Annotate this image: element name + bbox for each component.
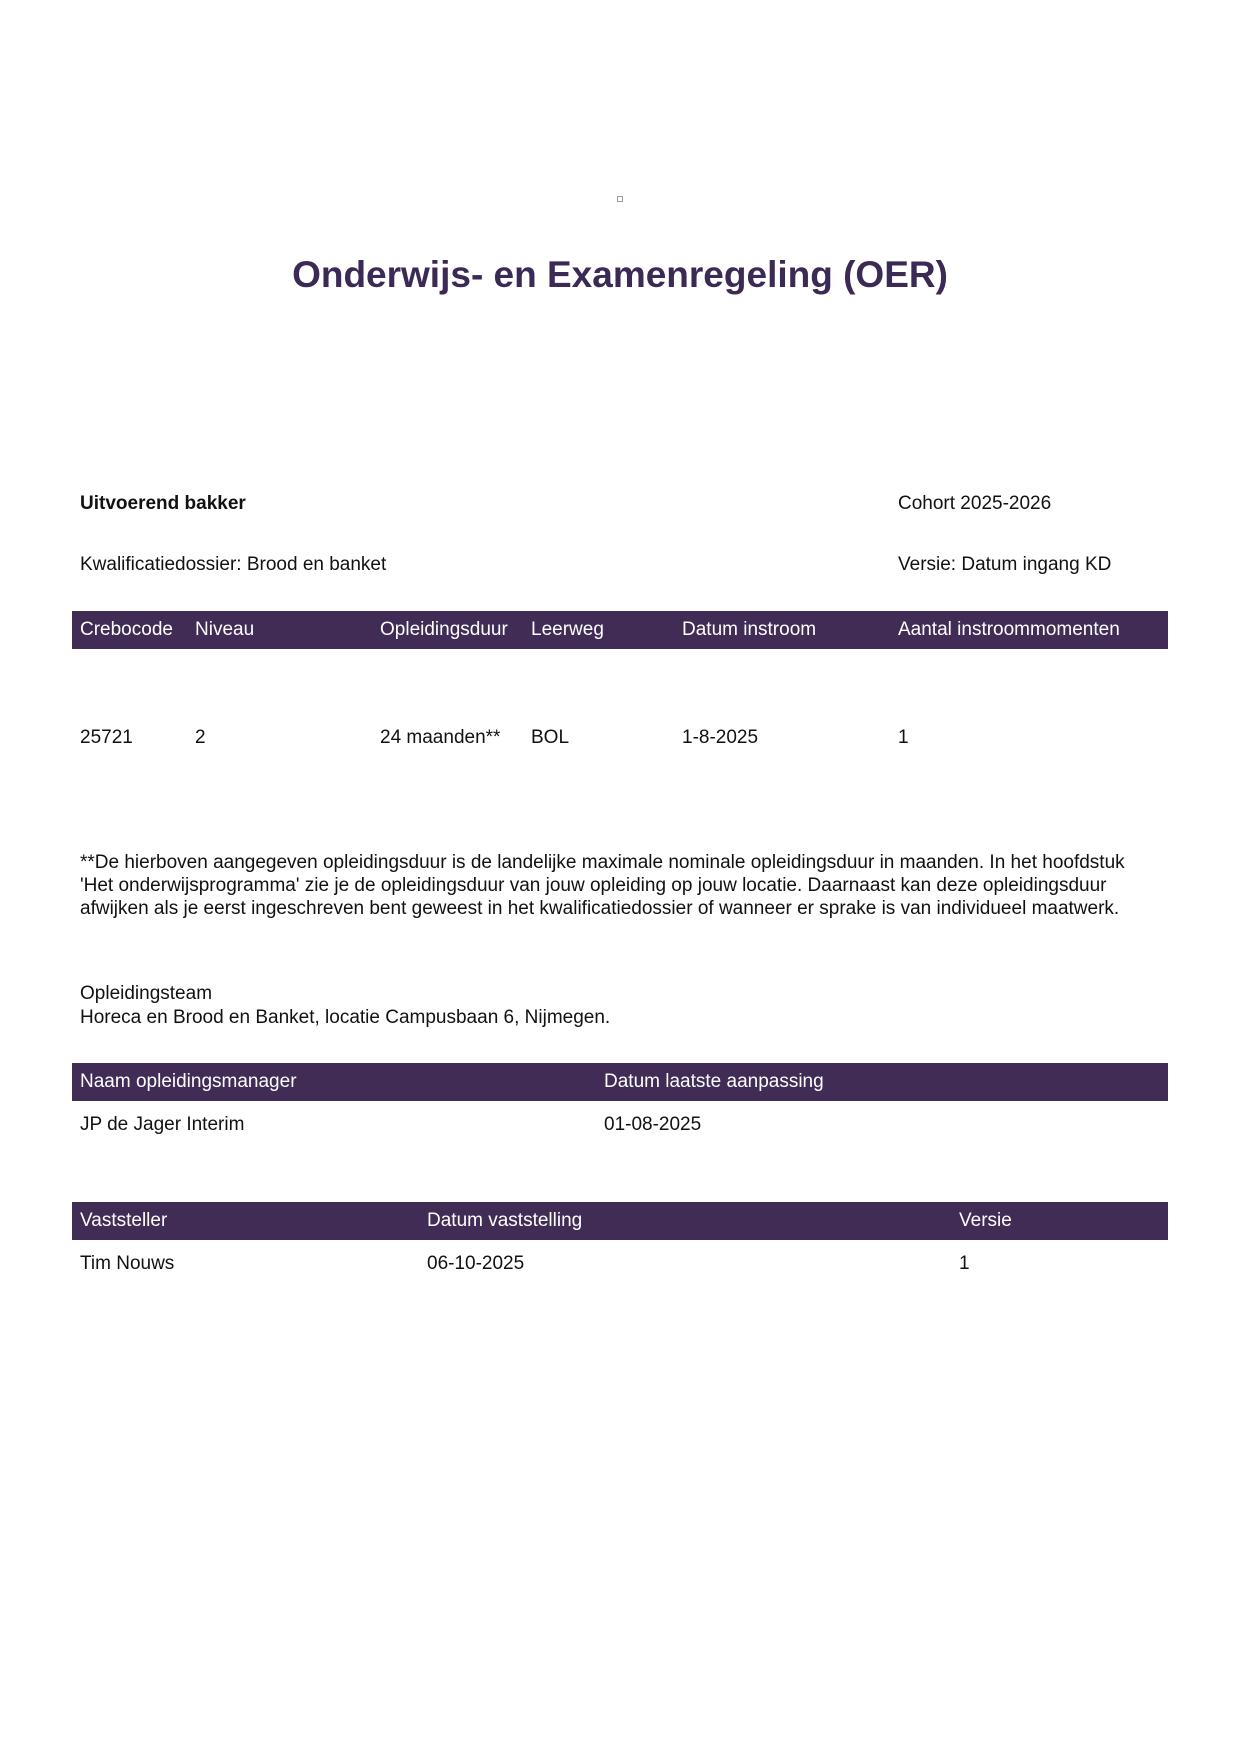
cell-opleidingsduur: 24 maanden** [380, 727, 501, 748]
header-aantal-instroommomenten: Aantal instroommomenten [898, 619, 1120, 640]
manager-table-header [72, 1063, 1168, 1101]
cell-vaststeller: Tim Nouws [80, 1253, 175, 1274]
cell-datum-instroom: 1-8-2025 [682, 727, 759, 748]
header-versie: Versie [959, 1210, 1012, 1231]
footnote: **De hierboven aangegeven opleidingsduur is de landelijke maximale nominale opleidingsduur in maanden. In het hoofdstuk 'Het onderwijsprogramma' zie je de opleidingsduur van jouw opleiding op jouw locatie. Daarnaast kan deze opleidingsduur afwijken als je eerst ingeschreven bent geweest in het kwalificatiedossier of wanneer er sprake is van individueel maatwerk. [80, 852, 1125, 919]
cell-datum-laatste-aanpassing: 01-08-2025 [604, 1114, 702, 1135]
header-niveau: Niveau [195, 619, 255, 640]
cell-crebocode: 25721 [80, 727, 133, 748]
header-leerweg: Leerweg [531, 619, 604, 640]
manager-table-row [72, 1106, 1168, 1144]
header-datum-instroom: Datum instroom [682, 619, 817, 640]
cell-versie: 1 [959, 1253, 970, 1274]
header-datum-laatste-aanpassing: Datum laatste aanpassing [604, 1071, 824, 1092]
page-title: Onderwijs- en Examenregeling (OER) [292, 254, 948, 295]
logo-icon [617, 196, 623, 202]
header-datum-vaststelling: Datum vaststelling [427, 1210, 583, 1231]
cell-leerweg: BOL [531, 727, 570, 748]
kwalificatiedossier-label: Kwalificatiedossier: Brood en banket [80, 554, 387, 575]
header-vaststeller: Vaststeller [80, 1210, 168, 1231]
team-description: Horeca en Brood en Banket, locatie Campusbaan 6, Nijmegen. [80, 1007, 611, 1028]
header-crebocode: Crebocode [80, 619, 173, 640]
cell-opleidingsmanager: JP de Jager Interim [80, 1114, 245, 1135]
opleidingsteam [80, 982, 610, 1030]
main-table-header [72, 611, 1168, 649]
header-naam-opleidingsmanager: Naam opleidingsmanager [80, 1071, 297, 1092]
versie-label: Versie: Datum ingang KD [898, 554, 1112, 575]
vaststelling-table-header [72, 1202, 1168, 1240]
vaststelling-table-row [72, 1245, 1168, 1283]
team-label: Opleidingsteam [80, 983, 213, 1004]
cell-niveau: 2 [195, 727, 206, 748]
cohort-label: Cohort 2025-2026 [898, 493, 1052, 514]
cell-aantal-instroommomenten: 1 [898, 727, 909, 748]
program-name: Uitvoerend bakker [80, 493, 246, 514]
main-table-row [72, 719, 1168, 757]
cell-datum-vaststelling: 06-10-2025 [427, 1253, 525, 1274]
header-opleidingsduur: Opleidingsduur [380, 619, 508, 640]
